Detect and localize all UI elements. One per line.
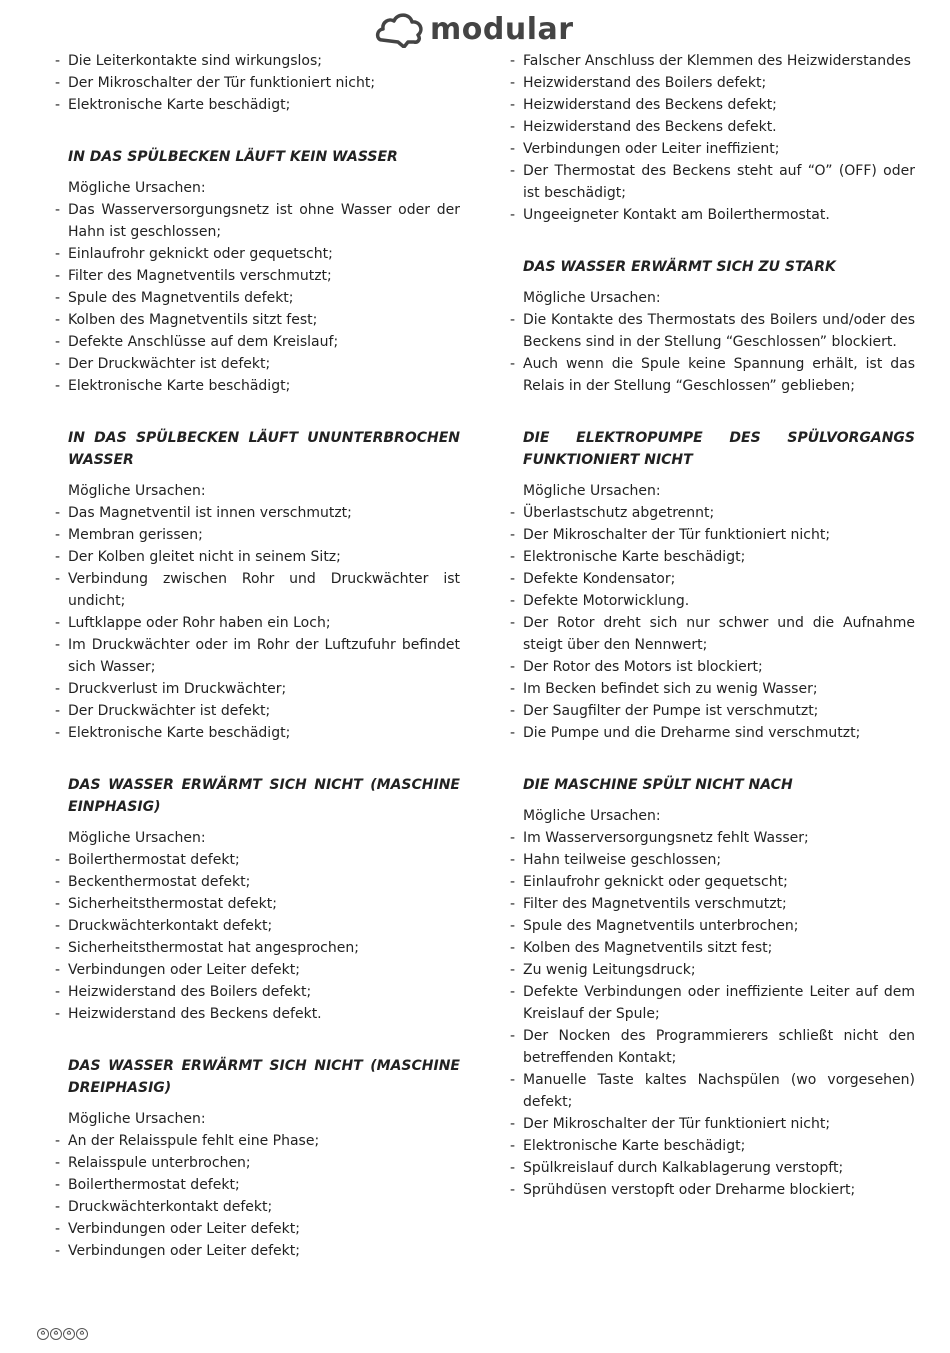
list-item: - Der Saugfilter der Pumpe ist verschmutzt; bbox=[510, 700, 915, 722]
cloud-icon bbox=[374, 10, 426, 48]
section-no-heating-single-phase bbox=[55, 774, 460, 1025]
causes-label: Mögliche Ursachen: bbox=[523, 290, 661, 306]
cause-list bbox=[55, 1130, 460, 1262]
list-item: - Boilerthermostat defekt; bbox=[55, 849, 460, 871]
list-item: - Druckverlust im Druckwächter; bbox=[55, 678, 460, 700]
list-item: - Heizwiderstand des Beckens defekt. bbox=[510, 116, 915, 138]
list-item: - Heizwiderstand des Boilers defekt; bbox=[510, 72, 915, 94]
list-item: - Elektronische Karte beschädigt; bbox=[55, 722, 460, 744]
list-item: - Spule des Magnetventils defekt; bbox=[55, 287, 460, 309]
causes-label: Mögliche Ursachen: bbox=[68, 483, 206, 499]
section-heading: DIE MASCHINE SPÜLT NICHT NACH bbox=[523, 777, 793, 793]
list-item: - Kolben des Magnetventils sitzt fest; bbox=[55, 309, 460, 331]
section-pump-failure bbox=[510, 427, 915, 744]
list-item: - Verbindungen oder Leiter ineffizient; bbox=[510, 138, 915, 160]
list-item: - Die Leiterkontakte sind wirkungslos; bbox=[55, 50, 460, 72]
list-item: - Filter des Magnetventils verschmutzt; bbox=[510, 893, 915, 915]
causes-label: Mögliche Ursachen: bbox=[523, 483, 661, 499]
list-item: - Verbindung zwischen Rohr und Druckwächter ist undicht; bbox=[55, 568, 460, 612]
list-item: - Filter des Magnetventils verschmutzt; bbox=[55, 265, 460, 287]
list-item: - Defekte Kondensator; bbox=[510, 568, 915, 590]
list-item: - Das Wasserversorgungsnetz ist ohne Wasser oder der Hahn ist geschlossen; bbox=[55, 199, 460, 243]
cause-list bbox=[55, 199, 460, 397]
list-item: - Zu wenig Leitungsdruck; bbox=[510, 959, 915, 981]
list-item: - Der Mikroschalter der Tür funktioniert nicht; bbox=[55, 72, 460, 94]
list-item: - Heizwiderstand des Beckens defekt; bbox=[510, 94, 915, 116]
list-item: - Der Rotor des Motors ist blockiert; bbox=[510, 656, 915, 678]
section-heading: DAS WASSER ERWÄRMT SICH NICHT (MASCHINE DREIPHASIG) bbox=[68, 1058, 460, 1096]
causes-label: Mögliche Ursachen: bbox=[68, 830, 206, 846]
section-heading: IN DAS SPÜLBECKEN LÄUFT KEIN WASSER bbox=[68, 149, 398, 165]
list-item: - Defekte Verbindungen oder ineffiziente Leiter auf dem Kreislauf der Spule; bbox=[510, 981, 915, 1025]
recycle-icon: ♻ bbox=[50, 1328, 62, 1340]
list-item: - Die Kontakte des Thermostats des Boilers und/oder des Beckens sind in der Stellung “Geschlossen” blockiert. bbox=[510, 309, 915, 353]
recycle-icon: ♻ bbox=[76, 1328, 88, 1340]
section-no-heating-three-phase bbox=[55, 1055, 460, 1262]
list-item: - Druckwächterkontakt defekt; bbox=[55, 1196, 460, 1218]
list-item: - Falscher Anschluss der Klemmen des Heizwiderstandes bbox=[510, 50, 915, 72]
list-item: - Einlaufrohr geknickt oder gequetscht; bbox=[510, 871, 915, 893]
section-overheating bbox=[510, 256, 915, 397]
list-item: - Im Druckwächter oder im Rohr der Luftzufuhr befindet sich Wasser; bbox=[55, 634, 460, 678]
list-item: - Überlastschutz abgetrennt; bbox=[510, 502, 915, 524]
list-item: - Beckenthermostat defekt; bbox=[55, 871, 460, 893]
list-item: - Heizwiderstand des Beckens defekt. bbox=[55, 1003, 460, 1025]
causes-label: Mögliche Ursachen: bbox=[523, 808, 661, 824]
list-item: - Ungeeigneter Kontakt am Boilerthermostat. bbox=[510, 204, 915, 226]
cause-list bbox=[510, 827, 915, 1201]
cause-list bbox=[55, 502, 460, 744]
brand-logo bbox=[374, 8, 574, 50]
list-item: - Der Thermostat des Beckens steht auf “O” (OFF) oder ist beschädigt; bbox=[510, 160, 915, 204]
list-item: - Verbindungen oder Leiter defekt; bbox=[55, 959, 460, 981]
list-item: - Der Rotor dreht sich nur schwer und die Aufnahme steigt über den Nennwert; bbox=[510, 612, 915, 656]
list-item: - Die Pumpe und die Dreharme sind verschmutzt; bbox=[510, 722, 915, 744]
list-item: - Elektronische Karte beschädigt; bbox=[510, 546, 915, 568]
list-item: - An der Relaisspule fehlt eine Phase; bbox=[55, 1130, 460, 1152]
list-item: - Verbindungen oder Leiter defekt; bbox=[55, 1240, 460, 1262]
list-item: - Elektronische Karte beschädigt; bbox=[55, 375, 460, 397]
recycle-icon: ♻ bbox=[37, 1328, 49, 1340]
list-item: - Membran gerissen; bbox=[55, 524, 460, 546]
section-heading: IN DAS SPÜLBECKEN LÄUFT UNUNTERBROCHEN WASSER bbox=[68, 430, 460, 468]
recycle-icon: ♻ bbox=[63, 1328, 75, 1340]
list-item: - Verbindungen oder Leiter defekt; bbox=[55, 1218, 460, 1240]
footer-icons bbox=[37, 1328, 88, 1340]
list-item: - Druckwächterkontakt defekt; bbox=[55, 915, 460, 937]
list-item: - Defekte Anschlüsse auf dem Kreislauf; bbox=[55, 331, 460, 353]
cause-list bbox=[510, 502, 915, 744]
list-item: - Kolben des Magnetventils sitzt fest; bbox=[510, 937, 915, 959]
list-item: - Manuelle Taste kaltes Nachspülen (wo vorgesehen) defekt; bbox=[510, 1069, 915, 1113]
section-no-water bbox=[55, 146, 460, 397]
list-item: - Der Kolben gleitet nicht in seinem Sitz; bbox=[55, 546, 460, 568]
list-item: - Luftklappe oder Rohr haben ein Loch; bbox=[55, 612, 460, 634]
cause-list bbox=[510, 309, 915, 397]
list-item: - Sicherheitsthermostat hat angesprochen; bbox=[55, 937, 460, 959]
section-no-rinse bbox=[510, 774, 915, 1201]
list-item: - Im Becken befindet sich zu wenig Wasser; bbox=[510, 678, 915, 700]
list-item: - Das Magnetventil ist innen verschmutzt; bbox=[55, 502, 460, 524]
list-item: - Elektronische Karte beschädigt; bbox=[510, 1135, 915, 1157]
section-heading: DAS WASSER ERWÄRMT SICH ZU STARK bbox=[523, 259, 836, 275]
list-item: - Elektronische Karte beschädigt; bbox=[55, 94, 460, 116]
list-item: - Der Nocken des Programmierers schließt nicht den betreffenden Kontakt; bbox=[510, 1025, 915, 1069]
causes-label: Mögliche Ursachen: bbox=[68, 1111, 206, 1127]
section-continuous-water bbox=[55, 427, 460, 744]
section-heading: DAS WASSER ERWÄRMT SICH NICHT (MASCHINE EINPHASIG) bbox=[68, 777, 460, 815]
list-item: - Spülkreislauf durch Kalkablagerung verstopft; bbox=[510, 1157, 915, 1179]
list-item: - Einlaufrohr geknickt oder gequetscht; bbox=[55, 243, 460, 265]
list-item: - Der Mikroschalter der Tür funktioniert nicht; bbox=[510, 1113, 915, 1135]
list-item: - Heizwiderstand des Boilers defekt; bbox=[55, 981, 460, 1003]
list-item: - Sicherheitsthermostat defekt; bbox=[55, 893, 460, 915]
list-item: - Auch wenn die Spule keine Spannung erhält, ist das Relais in der Stellung “Geschlossen” geblieben; bbox=[510, 353, 915, 397]
left-intro-list bbox=[55, 50, 460, 116]
list-item: - Der Druckwächter ist defekt; bbox=[55, 353, 460, 375]
list-item: - Boilerthermostat defekt; bbox=[55, 1174, 460, 1196]
list-item: - Defekte Motorwicklung. bbox=[510, 590, 915, 612]
list-item: - Der Mikroschalter der Tür funktioniert nicht; bbox=[510, 524, 915, 546]
list-item: - Sprühdüsen verstopft oder Dreharme blockiert; bbox=[510, 1179, 915, 1201]
list-item: - Im Wasserversorgungsnetz fehlt Wasser; bbox=[510, 827, 915, 849]
causes-label: Mögliche Ursachen: bbox=[68, 180, 206, 196]
brand-name: modular bbox=[430, 11, 574, 47]
left-column bbox=[55, 50, 460, 1262]
right-intro-list bbox=[510, 50, 915, 226]
right-column bbox=[510, 50, 915, 1201]
list-item: - Hahn teilweise geschlossen; bbox=[510, 849, 915, 871]
cause-list bbox=[55, 849, 460, 1025]
list-item: - Spule des Magnetventils unterbrochen; bbox=[510, 915, 915, 937]
section-heading: DIE ELEKTROPUMPE DES SPÜLVORGANGS FUNKTIONIERT NICHT bbox=[523, 430, 915, 468]
list-item: - Relaisspule unterbrochen; bbox=[55, 1152, 460, 1174]
list-item: - Der Druckwächter ist defekt; bbox=[55, 700, 460, 722]
